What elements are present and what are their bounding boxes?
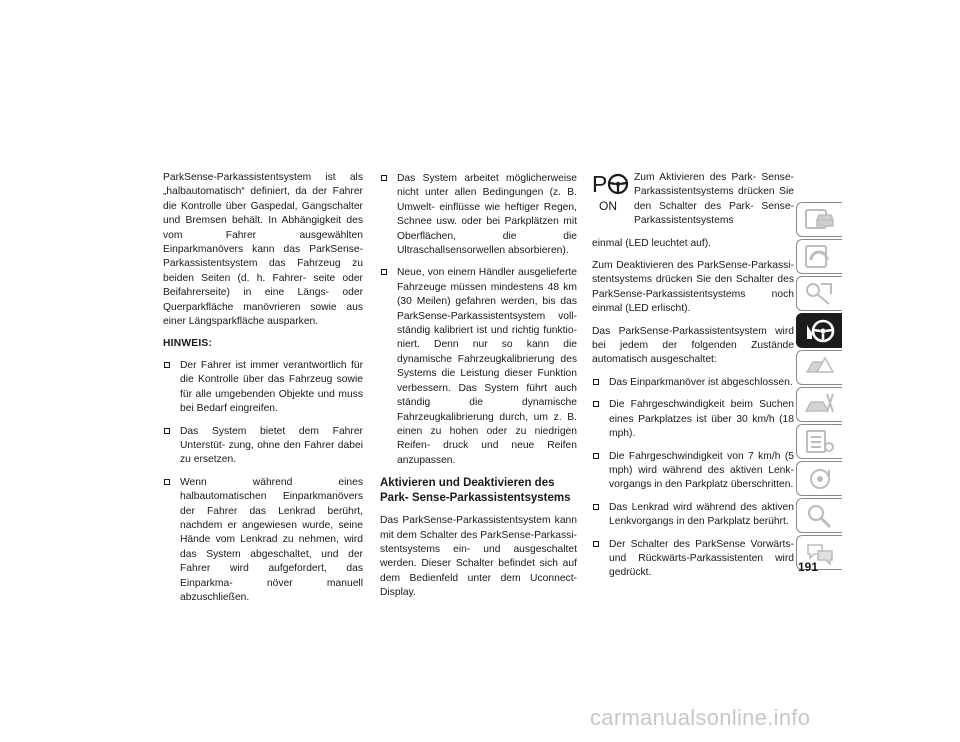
tab-dashboard[interactable] xyxy=(796,239,842,274)
bullet-square-icon xyxy=(381,175,387,181)
safety-icon xyxy=(803,280,837,307)
column-left xyxy=(163,171,363,613)
list-item: Das System bietet dem Fahrer Unterstüt- zung, ohne den Fahrer dabei zu ersetzen. xyxy=(163,425,363,468)
column-middle xyxy=(380,172,577,609)
tab-starting-driving[interactable] xyxy=(796,313,842,348)
switch-paragraph: Das ParkSense-Parkassistentsystem kann mit dem Schalter des ParkSense-Parkassi- stentsystems ein- und ausgeschaltet werden. Dieser Schalter befindet sich auf dem Bedienfeld unter dem Uconnect-Display. xyxy=(380,515,577,599)
list-item: Der Fahrer ist immer verantwortlich für die Kontrolle über das Fahrzeug sowie für alle umgebenden Objekte und muss bei Bedarf eingreifen. xyxy=(163,359,363,417)
bullet-square-icon xyxy=(381,269,387,275)
chapter-tab-bar xyxy=(796,202,842,572)
list-item: Das Lenkrad wird während des aktiven Lenkvorgangs in den Parkplatz berührt. xyxy=(592,501,794,530)
column-right xyxy=(592,171,794,589)
note-bullet-list xyxy=(163,359,363,606)
tab-emergencies[interactable] xyxy=(796,387,842,422)
note-bullet-list-continued xyxy=(380,172,577,468)
note-label: HINWEIS: xyxy=(163,338,213,350)
bullet-square-icon xyxy=(593,401,599,407)
tab-index[interactable] xyxy=(796,498,842,533)
dashboard-icon xyxy=(803,243,837,270)
bullet-square-icon xyxy=(164,362,170,368)
bullet-square-icon xyxy=(593,453,599,459)
parksense-switch-icon xyxy=(592,171,630,215)
tools-car-icon xyxy=(803,391,837,418)
list-item: Das System arbeitet möglicherweise nicht unter allen Bedingungen (z. B. Umwelt- einflüsse wie heftiger Regen, Schnee usw. oder bei Parkplätzen mit Oberflächen, die die Ultraschallsensorwellen absorbieren). xyxy=(380,172,577,258)
list-item: Die Fahrgeschwindigkeit von 7 km/h (5 mph) wird während des aktiven Lenk- vorgangs in den Parkplatz überschritten. xyxy=(592,450,794,493)
watermark-text: carmanualsonline.info xyxy=(590,705,811,730)
bullet-square-icon xyxy=(593,379,599,385)
tab-multimedia[interactable] xyxy=(796,461,842,496)
section-heading: Aktivieren und Deaktivieren des Park- Sense-Parkassistentsystems xyxy=(380,477,571,505)
auto-off-paragraph: Das ParkSense-Parkassistentsystem wird bei jedem der folgenden Zustände automatisch ausgeschaltet: xyxy=(592,325,794,366)
activate-text: Zum Aktivieren des Park- Sense-Parkassistentsystems drücken Sie den Schalter des Park- Sense-Parkassistentsystems xyxy=(634,172,794,227)
list-item: Die Fahrgeschwindigkeit beim Suchen eines Parkplatzes ist über 30 km/h (18 mph). xyxy=(592,398,794,441)
list-item: Neue, von einem Händler ausgelieferte Fahrzeuge müssen mindestens 48 km (30 Meilen) gefahren werden, bis das ParkSense-Parkassistentsystem voll- ständig kalibriert ist und richtig funktio- niert. Denn nur so kann die dynamische Fahrzeugkalibrierung des Systems die Leistung dieser Funktion verbessern. Das System führt auch ständig die dynamische Fahrzeugkalibrierung durch, um z. B. einen zu hohen oder zu niedrigen Reifen- druck und neue Reifen anzupassen. xyxy=(380,266,577,468)
bullet-square-icon xyxy=(164,428,170,434)
icon-paragraph xyxy=(592,171,794,229)
list-item: Der Schalter des ParkSense Vorwärts- und Rückwärts-Parkassistenten wird gedrückt. xyxy=(592,538,794,581)
tab-car-info[interactable] xyxy=(796,202,842,237)
icon-p-letter: P xyxy=(592,171,608,197)
search-index-icon xyxy=(803,502,837,529)
bullet-square-icon xyxy=(593,504,599,510)
steering-wheel-icon xyxy=(803,317,837,344)
bullet-square-icon xyxy=(164,479,170,485)
deactivate-paragraph: Zum Deaktivieren des ParkSense-Parkassi- stentsystems drücken Sie den Schalter des ParkSense-Parkassistentsystems noch einmal (LED erlischt). xyxy=(592,260,794,315)
tab-safety[interactable] xyxy=(796,276,842,311)
bullet-square-icon xyxy=(593,541,599,547)
auto-off-bullet-list xyxy=(592,376,794,581)
activate-continued: einmal (LED leuchtet auf). xyxy=(592,237,712,249)
car-info-icon xyxy=(803,206,837,233)
maintenance-list-icon xyxy=(803,428,837,455)
tab-warnings[interactable] xyxy=(796,350,842,385)
intro-paragraph: ParkSense-Parkassistentsystem ist als „halbautomatisch“ definiert, da der Fahrer die Kontrolle über Gaspedal, Gangschalter und Bremsen behält. In Abhängigkeit des vom Fahrer ausgewählten Einparkmanövers kann das ParkSense-Parkassistentsystem das Fahrzeug zu beiden Seiten (d. h. Fahrer- seite oder Beifahrerseite) in eine Längs- oder Querparkfläche manövrieren sowie aus einer Längsparkfläche ausparken. xyxy=(163,172,363,328)
tab-maintenance[interactable] xyxy=(796,424,842,459)
warning-car-icon xyxy=(803,354,837,381)
page-number: 191 xyxy=(798,560,819,574)
list-item: Wenn während eines halbautomatischen Einparkmanövers der Fahrer das Lenkrad berührt, nachdem er angewiesen wurde, seine Hände vom Lenkrad zu nehmen, wird das System abgeschaltet, und der Fahrer wird aufgefordert, das Einparkma- növer manuell abzuschließen. xyxy=(163,476,363,606)
list-item: Das Einparkmanöver ist abgeschlossen. xyxy=(592,376,794,390)
multimedia-icon xyxy=(803,465,837,492)
icon-on-label: ON xyxy=(599,199,617,213)
